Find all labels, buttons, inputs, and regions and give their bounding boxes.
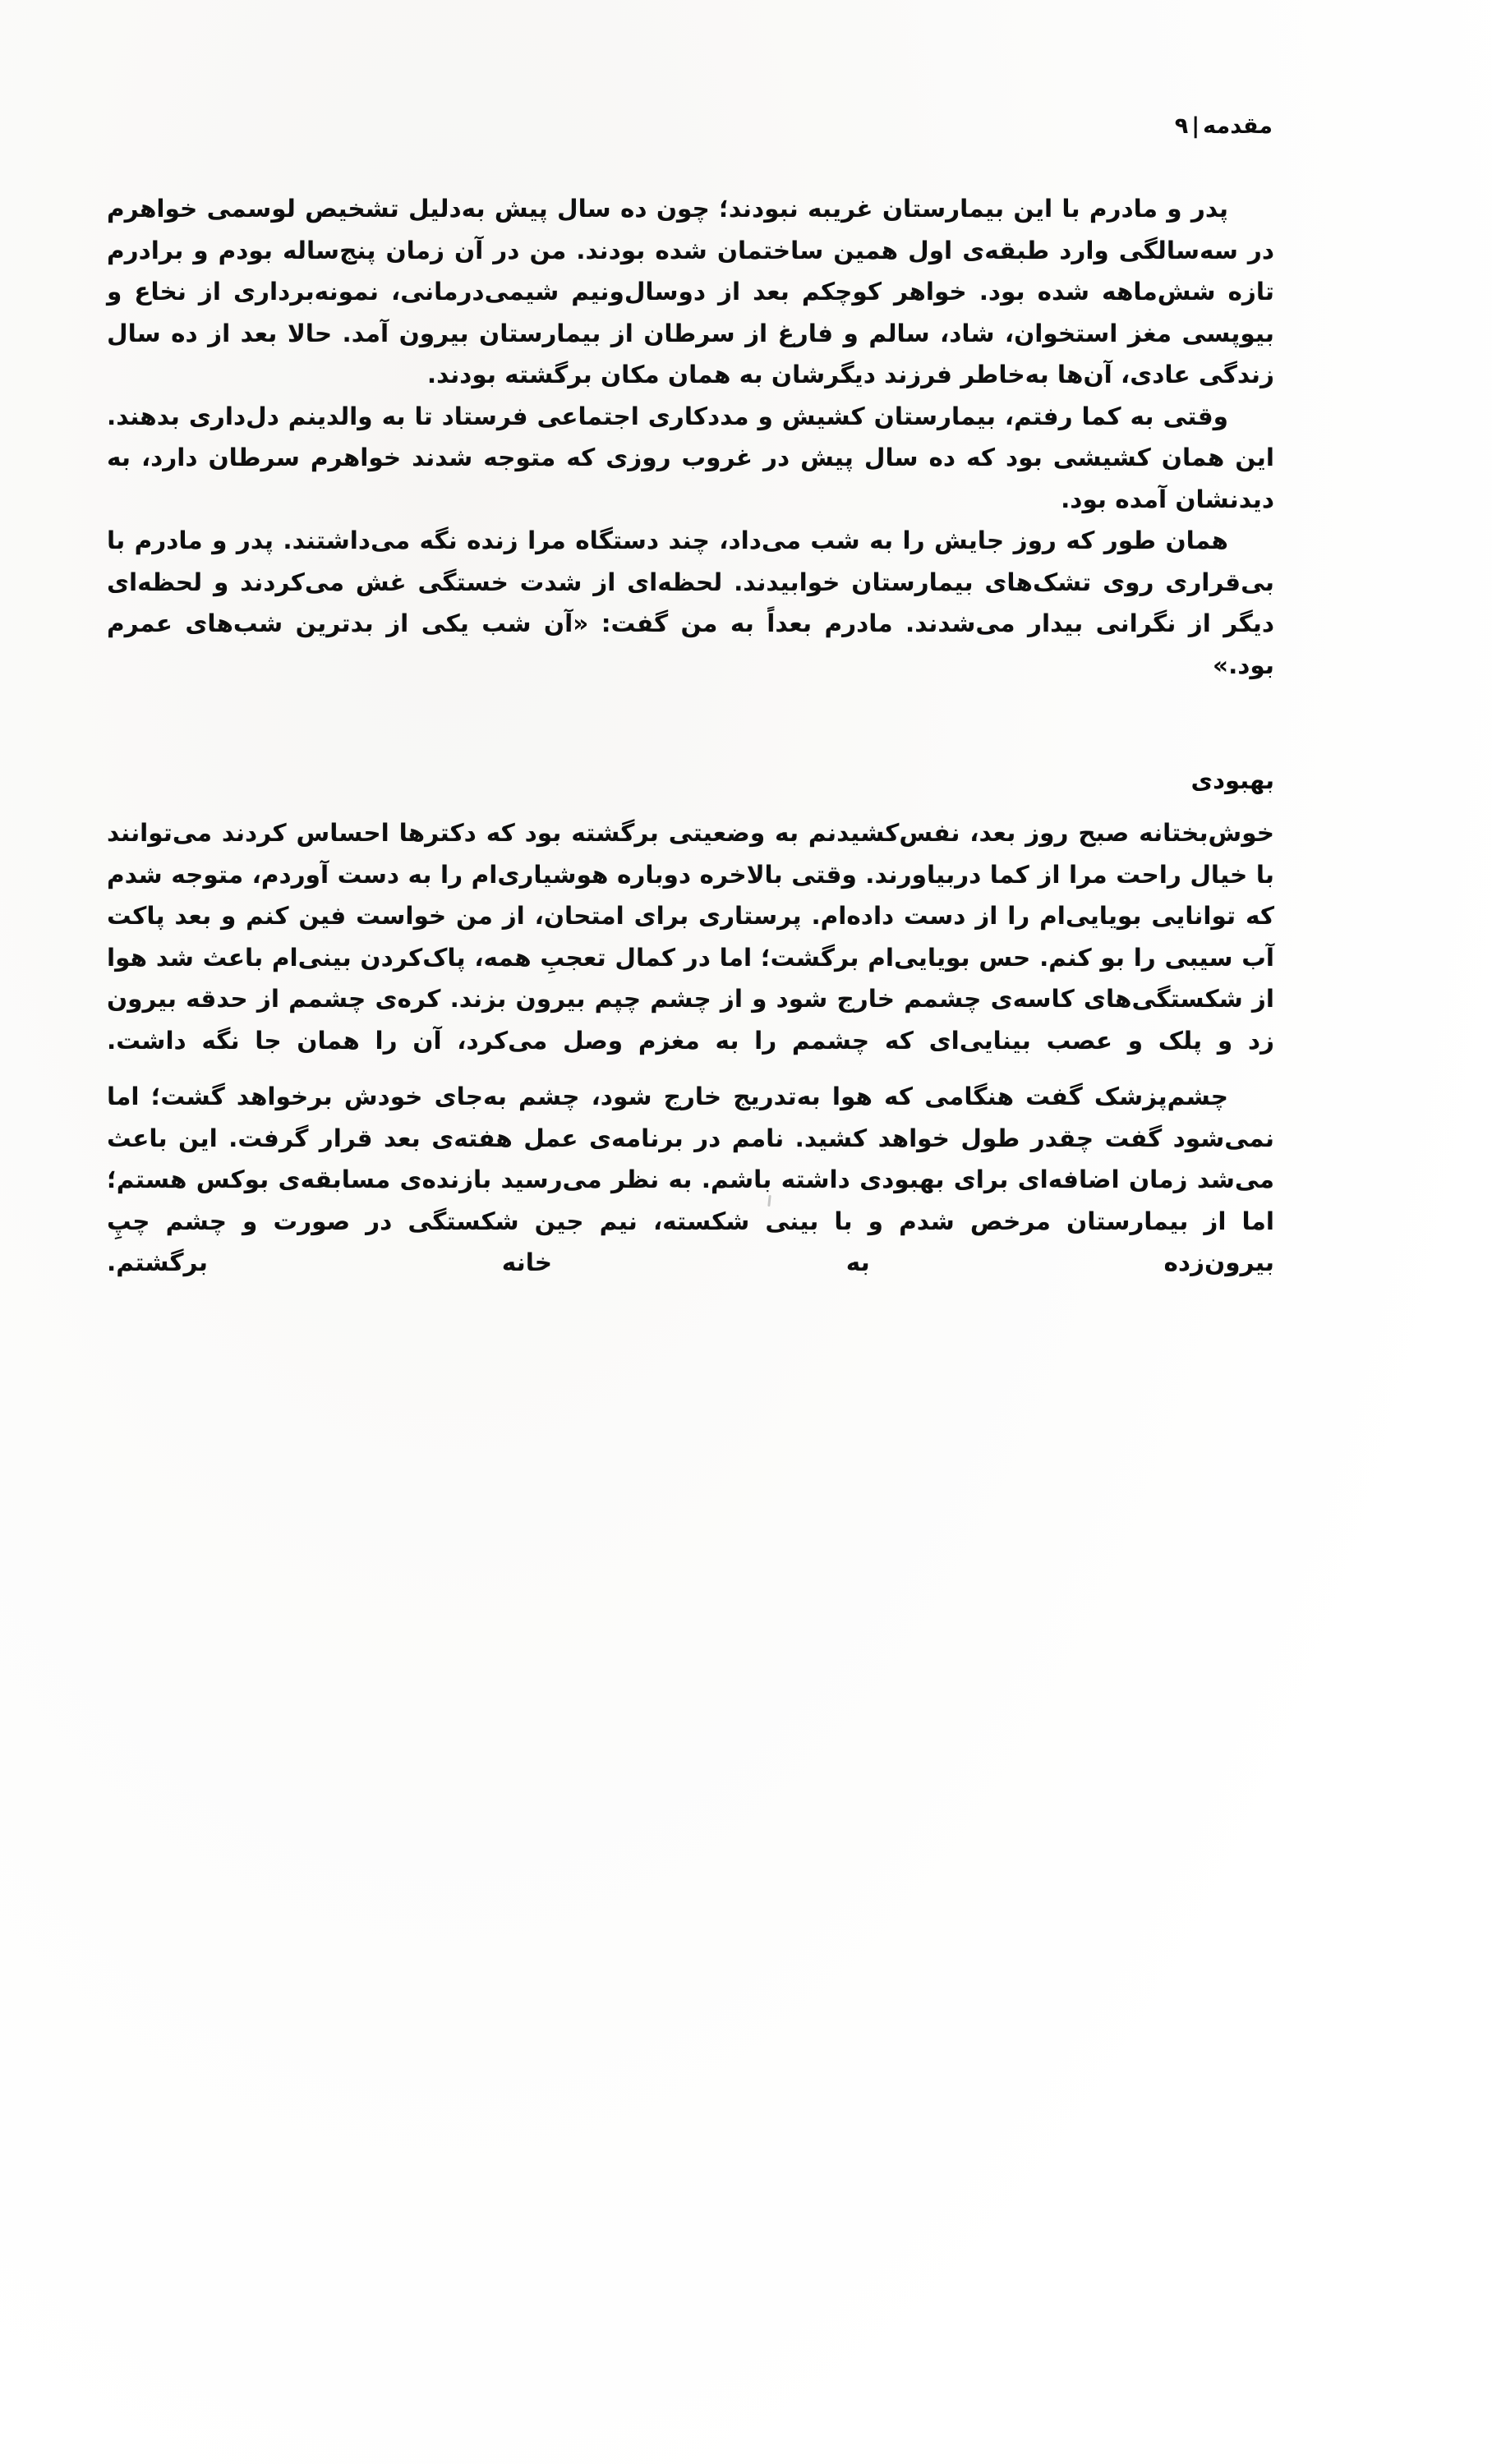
running-header [107, 115, 1274, 137]
paragraph-2: وقتی به کما رفتم، بیمارستان کشیش و مددکاری اجتماعی فرستاد تا به والدینم دل‌داری بدهند. این همان کشیشی بود که ده سال پیش در غروب روزی که متوجه شدند خواهرم سرطان دارد، به دیدنشان آمده بود. [107, 402, 1274, 513]
body-text-column [107, 188, 1274, 1284]
section-spacer-top [107, 686, 1274, 761]
running-header-page-number: ۹ [1174, 113, 1189, 139]
paragraph-5: چشم‌پزشک گفت هنگامی که هوا به‌تدریج خارج شود، چشم به‌جای خودش برخواهد گشت؛ اما نمی‌شود گفت چقدر طول خواهد کشید. نامم در برنامه‌ی عمل هفته‌ی بعد قرار گرفت. این باعث می‌شد زمان اضافه‌ای برای بهبودی داشته باشم. به نظر می‌رسید بازنده‌ی مسابقه‌ی بوکس هستم؛ اما از بیمارستان مرخص شدم و با بینی شکسته، نیم جین شکستگی در صورت و چشم چپِ بیرون‌زده به خانه برگشتم. [107, 1083, 1274, 1276]
paragraph-3: همان طور که روز جایش را به شب می‌داد، چند دستگاه مرا زنده نگه می‌داشتند. پدر و مادرم با بی‌قراری روی تشک‌های بیمارستان خوابیدند. لحظه‌ای از شدت خستگی غش می‌کردند و لحظه‌ای دیگر از نگرانی بیدار می‌شدند. مادرم بعداً به من گفت: «آن شب یکی از بدترین شب‌های عمرم بود.» [107, 526, 1274, 679]
running-header-separator: | [1191, 113, 1200, 139]
running-header-chapter: مقدمه [1203, 113, 1273, 139]
paragraph-1: پدر و مادرم با این بیمارستان غریبه نبودند؛ چون ده سال پیش به‌دلیل تشخیص لوسمی خواهرم در سه‌سالگی وارد طبقه‌ی اول همین ساختمان شده بودند. من در آن زمان پنج‌ساله بودم و برادرم تازه شش‌ماهه شده بود. خواهر کوچکم بعد از دوسال‌ونیم شیمی‌درمانی، نمونه‌برداری از نخاع و بیوپسی مغز استخوان، شاد، سالم و فارغ از سرطان از بیمارستان بیرون آمد. حالا بعد از ده سال زندگی عادی، آن‌ها به‌خاطر فرزند دیگرشان به همان مکان برگشته بودند. [107, 195, 1274, 388]
paragraph-4: خوش‌بختانه صبح روز بعد، نفس‌کشیدنم به وضعیتی برگشته بود که دکترها احساس کردند می‌توانند با خیال راحت مرا از کما دربیاورند. وقتی بالاخره دوباره هوشیاری‌ام را به دست آوردم، متوجه شدم که توانایی بویایی‌ام را از دست داده‌ام. پرستاری برای امتحان، از من خواست فین کنم و بعد پاکت آب سیبی را بو کنم. حس بویایی‌ام برگشت؛ اما در کمال تعجبِ همه، پاک‌کردن بینی‌ام باعث شد هوا از شکستگی‌های کاسه‌ی چشمم خارج شود و از چشم چپم بیرون بزند. کره‌ی چشمم از حدقه بیرون زد و پلک و عصب بینایی‌ای که چشمم را به مغزم وصل می‌کرد، آن را همان جا نگه داشت. [107, 819, 1274, 1055]
paragraph-spacer [107, 1061, 1274, 1076]
section-heading-recovery: بهبودی [1190, 766, 1274, 794]
